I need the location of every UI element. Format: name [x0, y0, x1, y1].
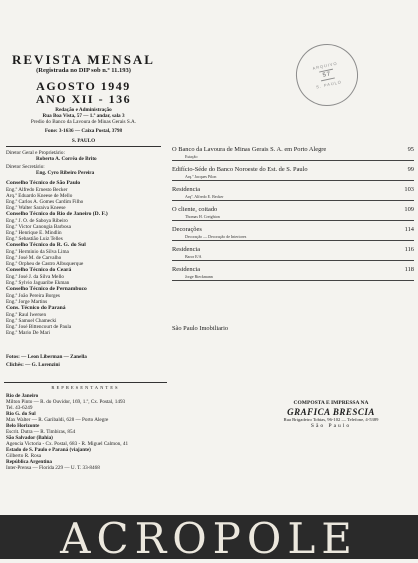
council-member: Eng.º Jorge Martins	[6, 299, 48, 305]
issue-date: AGOSTO 1949	[36, 79, 131, 93]
staff-role: Diretor Geral e Proprietário:	[6, 150, 65, 156]
toc-divider	[172, 160, 414, 161]
section-note: São Paulo Imobiliario	[172, 325, 229, 332]
council-member: Eng.º Henrique E. Mindlin	[6, 230, 62, 236]
rep-line: Rio G. do Sul	[6, 411, 36, 417]
councils-block	[6, 180, 161, 336]
toc-entry[interactable]	[172, 146, 414, 161]
masthead-registration: (Registrada no DIP sob n.º 11.193)	[36, 67, 131, 74]
admin-label: Redação e Administração	[55, 107, 112, 113]
council-member: Eng.º Raul Iwersen	[6, 312, 47, 318]
rep-line: São Salvador (Bahia)	[6, 435, 53, 441]
building: Predio do Banco da Lavoura de Minas Gerais S.A.	[30, 119, 137, 125]
toc-author: Decoração — Decoração de Interiores	[185, 234, 247, 239]
divider	[6, 146, 161, 147]
rep-line: Escrit. Dutra — R. Timbiras, 854	[6, 429, 76, 435]
toc-entry[interactable]	[172, 226, 414, 241]
staff-name: Eng. Cyro Ribeiro Pereira	[36, 170, 95, 176]
toc-title: Decorações	[172, 226, 202, 233]
masthead-title: REVISTA MENSAL	[12, 52, 155, 67]
printer-line1: COMPOSTA E IMPRESSA NA	[293, 400, 369, 406]
toc-divider	[172, 260, 414, 261]
rep-line: República Argentina	[6, 459, 52, 465]
council-member: Eng.º Orpheu de Castro Albuquerque	[6, 261, 84, 267]
rep-line: Belo Horizonte	[6, 423, 40, 429]
phone-line: Fone: 3-1636 — Caixa Postal, 3798	[44, 128, 123, 134]
council-member: Eng.º Walter Saraiva Kneese	[6, 205, 66, 211]
toc-entry[interactable]	[172, 266, 414, 281]
council-member: Eng.º Herminio da Silva Lima	[6, 249, 69, 255]
council-member: Eng.º José J. da Silva Mello	[6, 274, 64, 280]
council-member: Arq.º Eduardo Kneese de Mello	[6, 193, 73, 199]
rep-line: Inter-Prensa — Florida 229 — U. T. 33-8468	[6, 465, 100, 471]
toc-page: 114	[404, 226, 414, 233]
council-title: Cons. Técnico do Paraná	[6, 305, 66, 311]
magazine-logo: ACROPOLE	[60, 514, 358, 563]
address: Rua Boa Vista, 57 — 1.º andar, sala 3	[42, 113, 125, 119]
toc-page: 103	[404, 186, 414, 193]
archive-stamp	[290, 38, 364, 112]
toc-page: 118	[404, 266, 414, 273]
representatives-box	[4, 382, 167, 521]
toc-entry[interactable]	[172, 246, 414, 261]
toc-divider	[172, 220, 414, 221]
toc-author: Arq.º Jacques Pilon	[185, 174, 217, 179]
toc-page: 116	[404, 246, 414, 253]
council-title: Conselho Técnico de São Paulo	[6, 180, 81, 186]
council-title: Conselho Técnico de Pernambuco	[6, 286, 87, 292]
toc-divider	[172, 280, 414, 281]
council-member: Eng.º José Bittencourt de Paula	[6, 324, 72, 330]
council-member: Eng.º Sebastião Luiz Telles	[6, 236, 63, 242]
staff-role: Diretor Secretário:	[6, 164, 45, 170]
rep-line: Gilberto R. Rosa	[6, 453, 42, 459]
toc-author: Thomas H. Creighton	[185, 214, 220, 219]
toc-entry[interactable]	[172, 206, 414, 221]
toc-divider	[172, 200, 414, 201]
cliche-credits: Clichês: — G. Lorenzini	[6, 362, 60, 368]
council-member: Eng.º Victor Canongia Barbosa	[6, 224, 71, 230]
rep-line: Agencia Victoria - Cx. Postal, 683 - R. Miguel Calmon, 41	[6, 441, 129, 447]
council-member: Eng.º João Pereira Borges	[6, 293, 60, 299]
printer-city: São Paulo	[310, 423, 352, 429]
toc-title: Edifício-Séde do Banco Noroeste do Est. de S. Paulo	[172, 166, 308, 173]
rep-line: Milton Pinto — R. do Ouvidor, 169, 1.º, Cx. Postal, 1493	[6, 399, 126, 405]
rep-line: Tel. 43-6249	[6, 405, 33, 411]
toc-page: 109	[404, 206, 414, 213]
printer-address: Rua Brigadeiro Tobias, 96-102 — Telefone, 4-5389	[283, 417, 379, 422]
toc-title: O Banco da Lavoura de Minas Gerais S. A. em Porto Alegre	[172, 146, 327, 153]
credits-block	[6, 354, 161, 368]
toc-author: Arqº. Alfredo E. Becker	[185, 194, 224, 199]
toc-title: Residencia	[172, 266, 201, 273]
toc-page: 95	[407, 146, 414, 153]
table-of-contents	[172, 146, 414, 281]
toc-entry[interactable]	[172, 186, 414, 201]
toc-author: Estação	[185, 154, 198, 159]
council-member: Eng.º Carlos A. Gomes Cardim Filho	[6, 199, 84, 205]
issue-volume: ANO XII - 136	[35, 92, 132, 106]
council-title: Conselho Técnico do Ceará	[6, 267, 72, 273]
stamp-bottom: S. PAULO	[315, 79, 343, 90]
stamp-middle: 57	[319, 69, 335, 82]
representatives-heading: REPRESENTANTES	[51, 385, 120, 390]
toc-author: Jorge Rieckmann	[185, 274, 213, 279]
rep-line: Rio de Janeiro	[6, 393, 39, 399]
toc-entry[interactable]	[172, 166, 414, 181]
council-member: Eng.º Sylvio Jaguaribe Ekman	[6, 280, 70, 286]
council-title: Conselho Técnico do R. G. do Sul	[6, 242, 86, 248]
rep-line: Estado de S. Paulo e Paraná (viajante)	[6, 447, 91, 453]
rep-line: Max Walter — R. Garibaldi, 628 — Porto Alegre	[6, 417, 109, 423]
printer-name: GRAFICA BRESCIA	[287, 407, 375, 417]
toc-title: Residencia	[172, 186, 201, 193]
staff-name: Roberto A. Corrêa de Brito	[36, 156, 97, 162]
stamp-top: ARQUIVO	[312, 60, 338, 71]
staff-block	[6, 150, 161, 176]
council-title: Conselho Técnico do Rio de Janeiro (D. F.)	[6, 211, 108, 217]
council-member: Eng.º Alfredo Ernesto Becker	[6, 187, 68, 193]
city-line: S. PAULO	[71, 138, 96, 144]
council-member: Eng.º Samuel Chamecki	[6, 318, 57, 324]
council-member: Eng.º J. O. de Saboya Ribeiro	[6, 218, 68, 224]
toc-divider	[172, 180, 414, 181]
council-member: Eng.º José M. de Carvalho	[6, 255, 62, 261]
toc-page: 99	[407, 166, 414, 173]
photo-credits: Fotos: — Leon Liberman — Zanella	[6, 354, 87, 360]
masthead-address-block	[6, 107, 161, 125]
toc-author: Baror E/A	[185, 254, 202, 259]
toc-title: O cliente, coitado	[172, 206, 218, 213]
council-member: Eng.º Mario De Mari	[6, 330, 50, 336]
toc-title: Residencia	[172, 246, 201, 253]
printer-block	[256, 400, 406, 430]
toc-divider	[172, 240, 414, 241]
